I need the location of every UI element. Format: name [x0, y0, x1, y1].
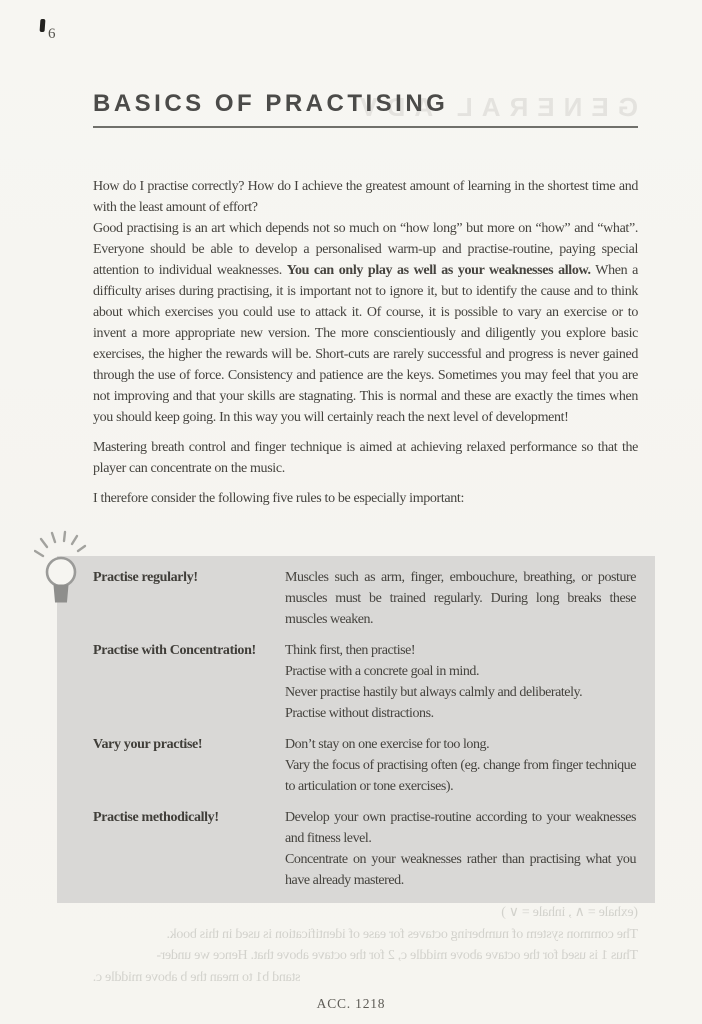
rule-item-vary	[93, 734, 636, 797]
rule-item-regularly	[93, 567, 636, 630]
scan-artifact	[40, 19, 46, 32]
paragraph-good-practising	[93, 218, 638, 428]
rule-description-line: Develop your own practise-routine according to your weaknesses and fitness level.	[285, 810, 636, 846]
rule-description-line: Vary the focus of practising often (eg. change from finger technique to articulation or tone exercises).	[285, 758, 636, 794]
rule-description	[285, 567, 636, 630]
title-underline	[93, 126, 638, 128]
showthrough-line: Thus 1 is used for the octave above middle c, 2 for the octave above that. Hence we under-	[156, 948, 638, 963]
rule-description-line: Don’t stay on one exercise for too long.	[285, 737, 490, 752]
showthrough-heading-mirrored: GENERAL ADV	[351, 92, 638, 122]
paragraph-five-rules-lead: I therefore consider the following five rules to be especially important:	[93, 491, 464, 506]
body-text	[93, 176, 638, 509]
showthrough-line: The common system of numbering octaves for ease of identification is used in this book.	[166, 926, 638, 942]
publisher-catalog-number: ACC. 1218	[316, 996, 386, 1011]
page-number: 6	[48, 26, 56, 42]
rule-description	[285, 807, 636, 891]
rule-item-concentration	[93, 640, 636, 724]
paragraph-segment: When a difficulty arises during practising, it is important not to ignore it, but to identify the cause and to think about which exercises you could use to attack it. Of course, it is possible to vary an exercise or to invent a more appropriate new version. The more conscientiously and diligently you explore basic exercises, the higher the rewards will be. Short-cuts are rarely successful and progress is never gained through the use of force. Consistency and patience are the keys. Sometimes you may feel that you are not improving and that your skills are stagnating. This is normal and these are exactly the times when you should keep going. In this way you will certainly reach the next level of development!	[93, 263, 638, 425]
rule-description-line: Practise without distractions.	[285, 706, 434, 721]
rule-description	[285, 640, 636, 724]
lightbulb-icon	[34, 530, 90, 614]
showthrough-line: (exhale = ∧ , inhale = ∨ )	[501, 905, 638, 920]
rule-description-line: Concentrate on your weaknesses rather than practising what you have already mastered.	[285, 852, 636, 888]
showthrough-text-mirrored	[93, 902, 638, 988]
rule-description-line: Never practise hastily but always calmly and deliberately.	[285, 685, 583, 700]
paragraph-mastering: Mastering breath control and finger technique is aimed at achieving relaxed performance so that the player can concentrate on the music.	[93, 440, 638, 476]
page-title: BASICS OF PRACTISING	[93, 90, 449, 117]
rule-description-line: Practise with a concrete goal in mind.	[285, 664, 480, 679]
rule-description-line: Think first, then practise!	[285, 643, 416, 658]
rule-label: Practise regularly!	[93, 570, 198, 585]
paragraph-bold-segment: You can only play as well as your weaknesses allow.	[286, 263, 591, 278]
rule-description-line: Muscles such as arm, finger, embouchure, breathing, or posture muscles must be trained regularly. During long breaks these muscles weaken.	[285, 570, 636, 627]
paragraph-intro: How do I practise correctly? How do I achieve the greatest amount of learning in the shortest time and with the least amount of effort?	[93, 179, 638, 215]
showthrough-line: stand b1 to mean the b above middle c.	[93, 969, 301, 985]
rule-item-methodically	[93, 807, 636, 891]
practise-rules-box	[57, 556, 655, 903]
paragraph-segment: Good practising is an art which depends not so much on “how long” but more on “how” and “what”. Everyone should be able to develop a personalised warm-up and practise-routine, paying special attention to individual weaknesses.	[93, 221, 638, 278]
rule-description	[285, 734, 636, 797]
rule-label: Practise with Concentration!	[93, 643, 256, 658]
rule-label: Vary your practise!	[93, 737, 203, 752]
rule-label: Practise methodically!	[93, 810, 219, 825]
